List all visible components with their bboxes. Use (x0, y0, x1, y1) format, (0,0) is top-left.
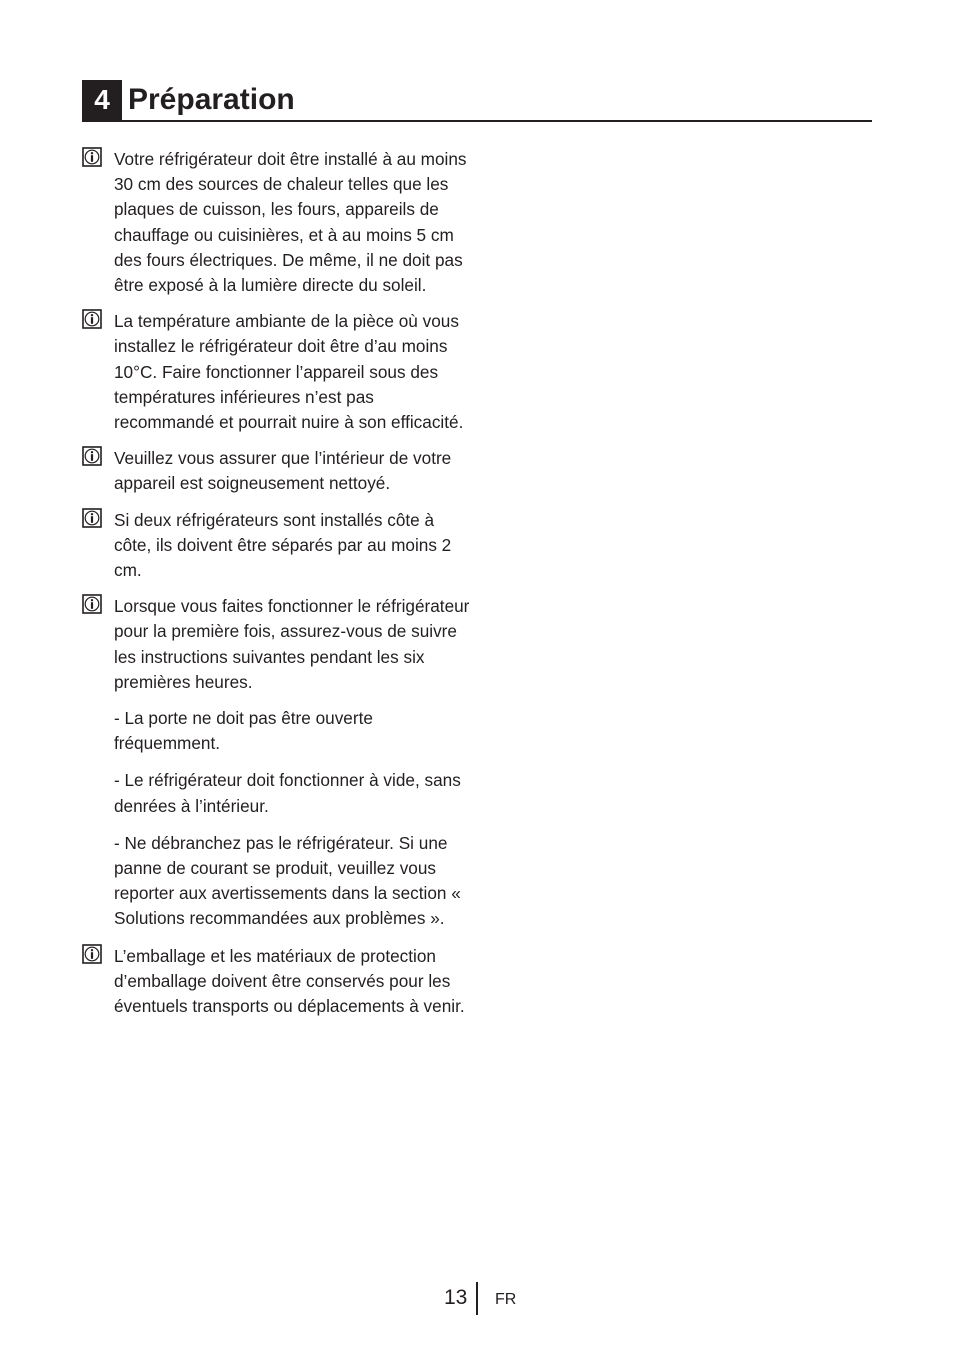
info-icon (82, 446, 102, 466)
page-number: 13 (444, 1286, 468, 1309)
chapter-number: 4 (82, 80, 122, 120)
note-item (82, 944, 472, 1020)
chapter-header (82, 80, 872, 122)
note-text: Veuillez vous assurer que l’intérieur de votre appareil est soigneusement nettoyé. (114, 448, 452, 494)
note-item (82, 309, 472, 435)
info-icon (82, 309, 102, 329)
note-item (82, 594, 472, 695)
note-item (82, 147, 472, 298)
note-item (82, 446, 472, 496)
language-code: FR (495, 1291, 517, 1308)
sub-item-text: - La porte ne doit pas être ouverte fréquemment. (114, 708, 373, 754)
sub-item (82, 768, 472, 818)
note-text: Si deux réfrigérateurs sont installés côte à côte, ils doivent être séparés par au moins 2 cm. (114, 509, 452, 581)
chapter-title: Préparation (128, 83, 295, 116)
sub-item (82, 706, 472, 756)
info-icon (82, 594, 102, 614)
note-text: Votre réfrigérateur doit être installé à au moins 30 cm des sources de chaleur telles que les plaques de cuisson, les fours, appareils de chauffage ou cuisinières, et à au moins 5 cm des fours électriques. De même, il ne doit pas être exposé à la lumière directe du soleil. (114, 149, 467, 296)
content-column (82, 147, 472, 1030)
footer-divider (476, 1282, 478, 1315)
sub-item-text: - Le réfrigérateur doit fonctionner à vide, sans denrées à l’intérieur. (114, 770, 461, 816)
sub-item (82, 831, 472, 932)
info-icon (82, 147, 102, 167)
note-item (82, 508, 472, 584)
note-text: L’emballage et les matériaux de protection d’emballage doivent être conservés pour les éventuels transports ou déplacements à venir. (114, 945, 465, 1017)
info-icon (82, 508, 102, 528)
note-text: Lorsque vous faites fonctionner le réfrigérateur pour la première fois, assurez-vous de suivre les instructions suivantes pendant les six premières heures. (114, 596, 470, 692)
sub-item-text: - Ne débranchez pas le réfrigérateur. Si une panne de courant se produit, veuillez vous reporter aux avertissements dans la section « Solutions recommandées aux problèmes ». (114, 832, 461, 929)
info-icon (82, 944, 102, 964)
note-text: La température ambiante de la pièce où vous installez le réfrigérateur doit être d’au moins 10°C. Faire fonctionner l’appareil sous des températures inférieures n’est pas recommandé et pourrait nuire à son efficacité. (114, 311, 464, 433)
